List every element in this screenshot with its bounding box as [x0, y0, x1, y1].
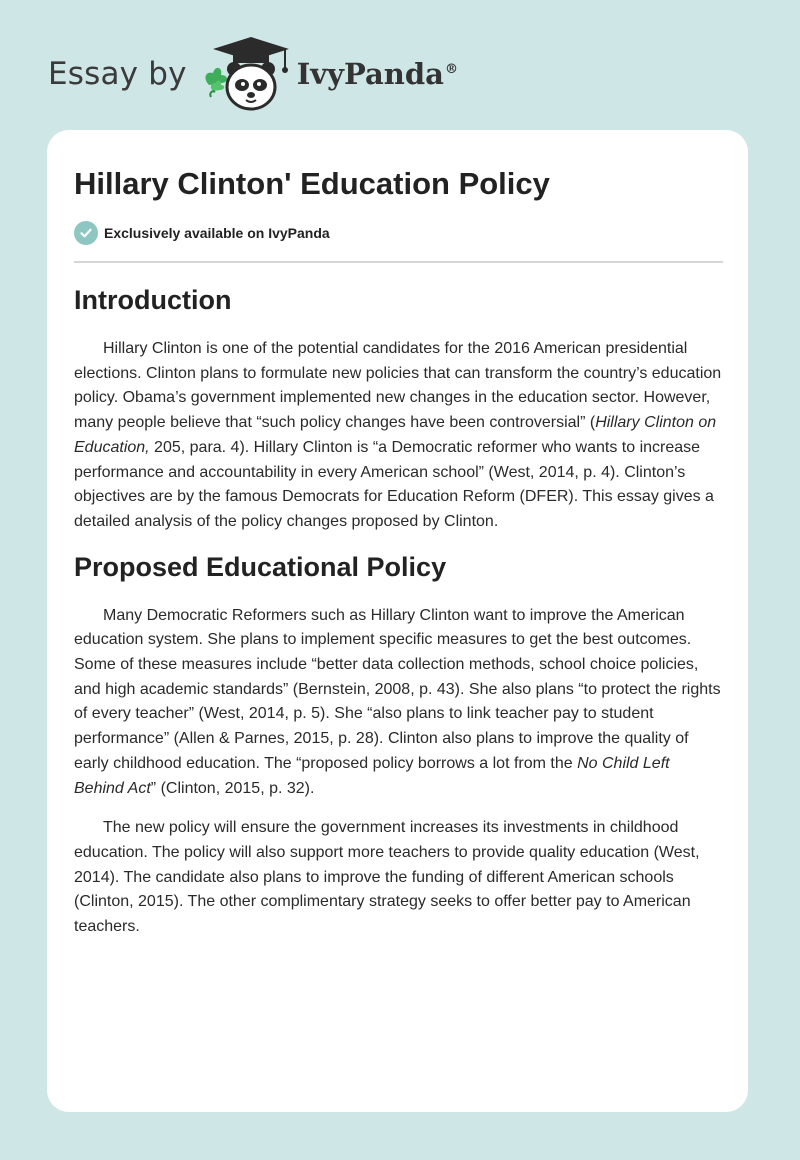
divider	[74, 261, 723, 263]
check-circle-icon	[74, 221, 98, 245]
page-title: Hillary Clinton' Education Policy	[74, 166, 550, 201]
panda-logo-icon	[201, 35, 293, 113]
section-heading-introduction: Introduction	[74, 285, 232, 315]
essay-card	[47, 130, 748, 1112]
brand-name: IvyPanda®	[296, 57, 458, 91]
exclusive-badge	[74, 221, 330, 245]
brand-header	[48, 34, 458, 114]
paragraph: Many Democratic Reformers such as Hillary Clinton want to improve the American education system. She plans to implement specific measures to get the best outcomes. Some of these measures include “better data collection methods, school choice policies, and high academic standards” (Bernstein, 2008, p. 43). She also plans “to protect the rights of every teacher” (West, 2014, p. 5). She “also plans to link teacher pay to student performance” (Allen & Parnes, 2015, p. 28). Clinton also plans to improve the quality of early childhood education. The “proposed policy borrows a lot from the No Child Left Behind Act” (Clinton, 2015, p. 32).	[74, 606, 721, 797]
paragraph: The new policy will ensure the government increases its investments in childhood education. The policy will also support more teachers to provide quality education (West, 2014). The candidate also plans to improve the funding of different American schools (Clinton, 2015). The other complimentary strategy seeks to offer better pay to American teachers.	[74, 819, 700, 936]
exclusive-label: Exclusively available on IvyPanda	[104, 225, 330, 241]
section-heading-proposed-policy: Proposed Educational Policy	[74, 551, 447, 582]
essay-body	[74, 283, 723, 955]
paragraph: Hillary Clinton is one of the potential candidates for the 2016 American presidential elections. Clinton plans to formulate new policies that can transform the country’s education policy. Obama’s government implemented new changes in the education sector. However, many people believe that “such policy changes have been controversial” (Hillary Clinton on Education, 205, para. 4). Hillary Clinton is “a Democratic reformer who wants to increase performance and accountability in every American school” (West, 2014, p. 4). Clinton’s objectives are by the famous Democrats for Education Reform (DFER). This essay gives a detailed analysis of the policy changes proposed by Clinton.	[74, 340, 722, 530]
brand-prefix: Essay by	[48, 56, 187, 92]
